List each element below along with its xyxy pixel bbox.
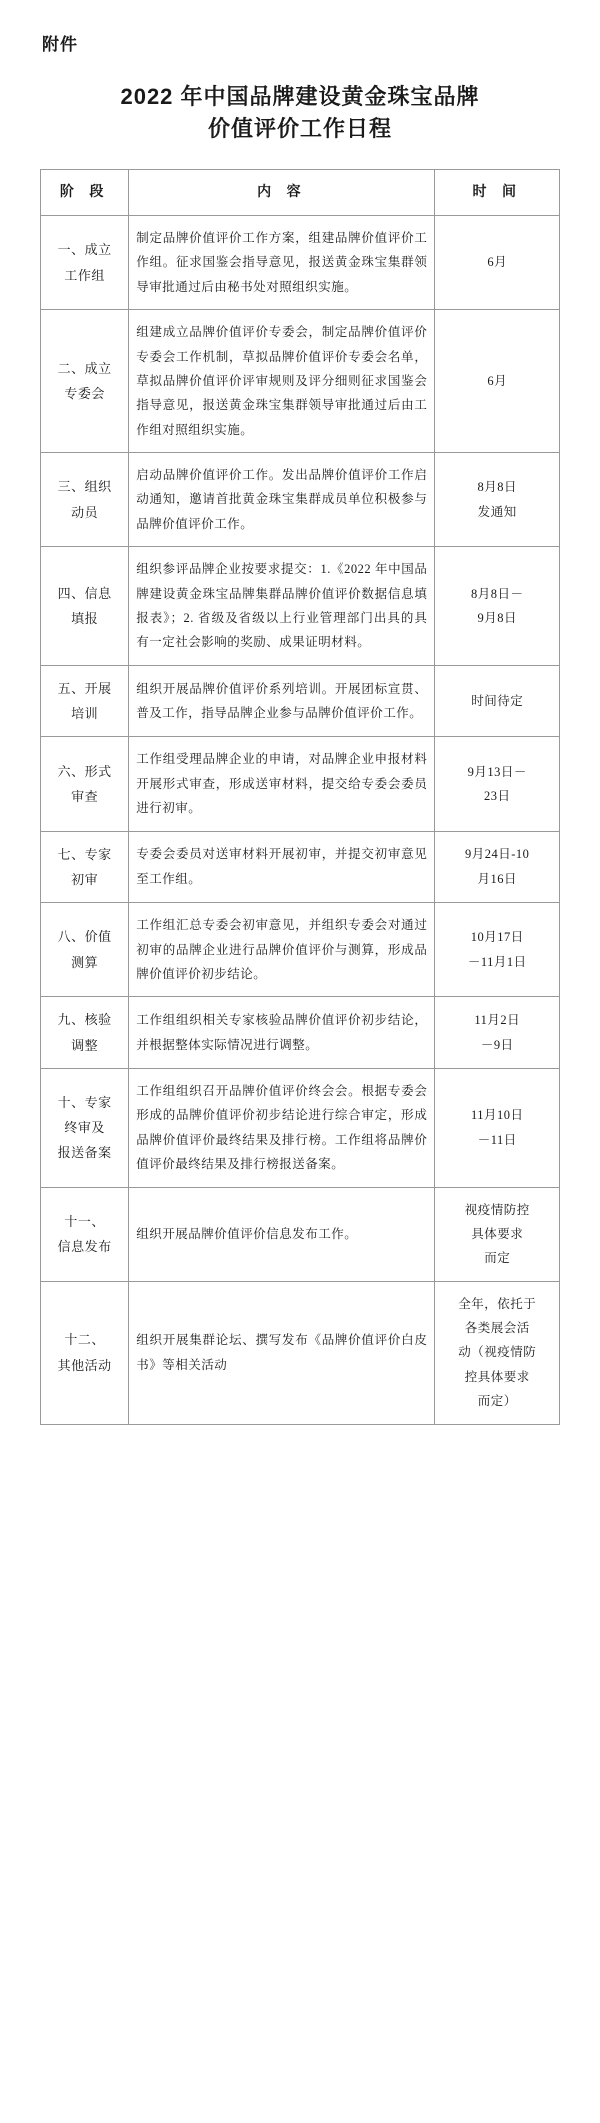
cell-time: 全年，依托于 各类展会活 动（视疫情防 控具体要求 而定） xyxy=(435,1281,560,1424)
cell-content: 制定品牌价值评价工作方案，组建品牌价值评价工作组。征求国鉴会指导意见，报送黄金珠宝集群领导审批通过后由秘书处对照组织实施。 xyxy=(129,216,435,310)
table-header-row xyxy=(41,169,560,215)
page-title-line-2: 价值评价工作日程 xyxy=(207,115,392,141)
cell-stage: 七、专家 初审 xyxy=(41,831,129,903)
page-title xyxy=(40,81,560,145)
cell-time: 8月8日－ 9月8日 xyxy=(435,547,560,666)
cell-content: 启动品牌价值评价工作。发出品牌价值评价工作启动通知，邀请首批黄金珠宝集群成员单位积极参与品牌价值评价工作。 xyxy=(129,453,435,547)
cell-stage: 六、形式 审查 xyxy=(41,737,129,831)
cell-content: 组建成立品牌价值评价专委会，制定品牌价值评价专委会工作机制，草拟品牌价值评价专委会名单，草拟品牌价值评价评审规则及评分细则征求国鉴会指导意见，报送黄金珠宝集群领导审批通过后由工作组对照组织实施。 xyxy=(129,310,435,453)
cell-stage: 九、核验 调整 xyxy=(41,997,129,1069)
cell-time: 8月8日 发通知 xyxy=(435,453,560,547)
cell-time: 视疫情防控 具体要求 而定 xyxy=(435,1187,560,1281)
cell-content: 组织开展品牌价值评价信息发布工作。 xyxy=(129,1187,435,1281)
cell-content: 工作组组织召开品牌价值评价终会会。根据专委会形成的品牌价值评价初步结论进行综合审定，形成品牌价值评价最终结果及排行榜。工作组将品牌价值评价最终结果及排行榜报送备案。 xyxy=(129,1069,435,1188)
table-row xyxy=(41,453,560,547)
cell-stage: 十二、 其他活动 xyxy=(41,1281,129,1424)
table-row xyxy=(41,216,560,310)
cell-time: 9月13日－ 23日 xyxy=(435,737,560,831)
table-row xyxy=(41,665,560,737)
cell-content: 工作组受理品牌企业的申请，对品牌企业申报材料开展形式审查，形成送审材料，提交给专委会委员进行初审。 xyxy=(129,737,435,831)
cell-time: 9月24日-10 月16日 xyxy=(435,831,560,903)
table-row xyxy=(41,737,560,831)
table-row xyxy=(41,831,560,903)
cell-content: 组织开展品牌价值评价系列培训。开展团标宣贯、普及工作，指导品牌企业参与品牌价值评价工作。 xyxy=(129,665,435,737)
cell-content: 工作组汇总专委会初审意见，并组织专委会对通过初审的品牌企业进行品牌价值评价与测算，形成品牌价值评价初步结论。 xyxy=(129,903,435,997)
cell-stage: 二、成立 专委会 xyxy=(41,310,129,453)
cell-stage: 一、成立 工作组 xyxy=(41,216,129,310)
column-header-time: 时 间 xyxy=(435,169,560,215)
page-title-line-1: 2022 年中国品牌建设黄金珠宝品牌 xyxy=(120,84,480,109)
attachment-label: 附件 xyxy=(42,35,78,54)
schedule-table xyxy=(40,169,560,1425)
cell-content: 专委会委员对送审材料开展初审，并提交初审意见至工作组。 xyxy=(129,831,435,903)
cell-stage: 十、专家 终审及 报送备案 xyxy=(41,1069,129,1188)
table-row xyxy=(41,903,560,997)
cell-stage: 八、价值 测算 xyxy=(41,903,129,997)
table-row xyxy=(41,310,560,453)
table-row xyxy=(41,997,560,1069)
cell-time: 时间待定 xyxy=(435,665,560,737)
cell-stage: 十一、 信息发布 xyxy=(41,1187,129,1281)
table-row xyxy=(41,547,560,666)
column-header-stage: 阶 段 xyxy=(41,169,129,215)
cell-content: 组织参评品牌企业按要求提交：1.《2022 年中国品牌建设黄金珠宝品牌集群品牌价值评价数据信息填报表》；2. 省级及省级以上行业管理部门出具的具有一定社会影响的奖励、成果证明材料。 xyxy=(129,547,435,666)
cell-time: 6月 xyxy=(435,216,560,310)
cell-time: 6月 xyxy=(435,310,560,453)
table-header xyxy=(41,169,560,215)
table-body xyxy=(41,216,560,1424)
cell-time: 10月17日 －11月1日 xyxy=(435,903,560,997)
cell-content: 组织开展集群论坛、撰写发布《品牌价值评价白皮书》等相关活动 xyxy=(129,1281,435,1424)
cell-stage: 四、信息 填报 xyxy=(41,547,129,666)
cell-stage: 三、组织 动员 xyxy=(41,453,129,547)
table-row xyxy=(41,1281,560,1424)
column-header-content: 内 容 xyxy=(129,169,435,215)
table-row xyxy=(41,1069,560,1188)
table-row xyxy=(41,1187,560,1281)
cell-content: 工作组组织相关专家核验品牌价值评价初步结论， 并根据整体实际情况进行调整。 xyxy=(129,997,435,1069)
cell-stage: 五、开展 培训 xyxy=(41,665,129,737)
cell-time: 11月10日 －11日 xyxy=(435,1069,560,1188)
cell-time: 11月2日 －9日 xyxy=(435,997,560,1069)
